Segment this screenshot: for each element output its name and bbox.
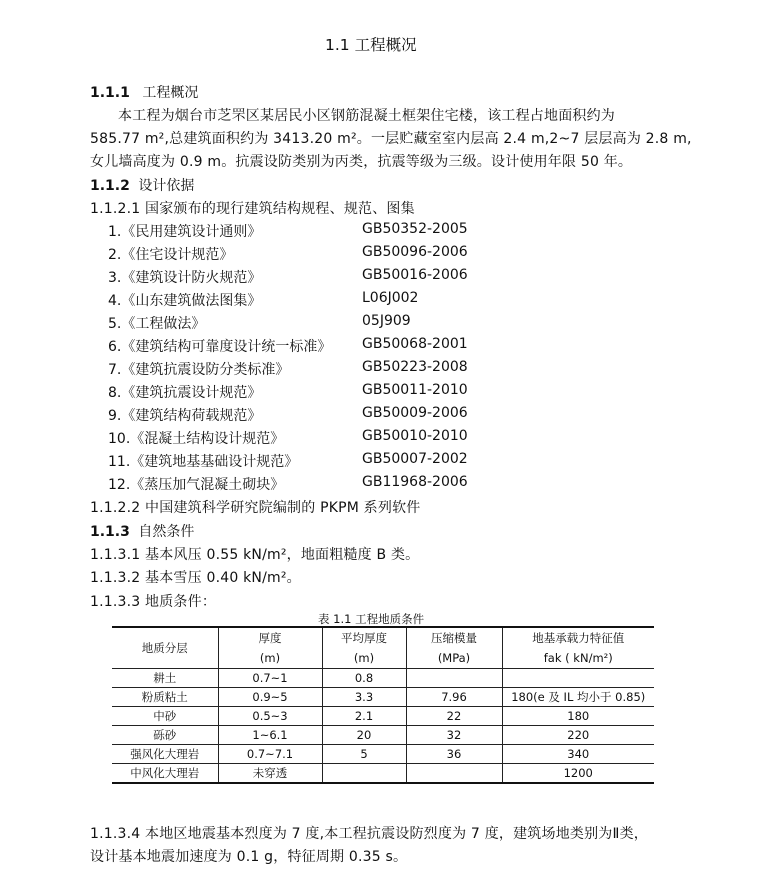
header-modulus-unit: (MPa) [406, 648, 502, 669]
header-layer: 地质分层 [112, 627, 218, 669]
cell-capacity: 220 [502, 726, 654, 745]
standard-code: GB50016-2006 [362, 267, 468, 283]
standard-name: 4.《山东建筑做法图集》 [108, 293, 262, 309]
standard-code: GB50352-2005 [362, 221, 468, 237]
section-number: 1.1.2 [90, 178, 130, 194]
section-label: 设计依据 [138, 178, 195, 194]
cell-capacity: 180 [502, 707, 654, 726]
cell-layer: 砾砂 [112, 726, 218, 745]
overview-line-2: 585.77 m²,总建筑面积约为 3413.20 m²。一层贮藏室室内层高 2.4 m,2~7 层层高为 2.8 m, [90, 131, 692, 147]
cell-thickness: 0.5~3 [218, 707, 322, 726]
subsection-1-1-2-1: 1.1.2.1 国家颁布的现行建筑结构规程、规范、图集 [90, 201, 415, 217]
standard-name: 2.《住宅设计规范》 [108, 247, 234, 263]
standard-code: GB11968-2006 [362, 474, 468, 490]
section-number: 1.1.1 [90, 85, 130, 101]
cell-capacity: 180(e 及 IL 均小于 0.85) [502, 688, 654, 707]
cell-modulus: 32 [406, 726, 502, 745]
header-modulus: 压缩模量 [406, 627, 502, 648]
table-row [112, 726, 654, 745]
standard-name: 7.《建筑抗震设防分类标准》 [108, 362, 290, 378]
cell-modulus [406, 669, 502, 688]
table-row [112, 707, 654, 726]
cell-avg: 0.8 [322, 669, 406, 688]
subsection-1-1-2-2: 1.1.2.2 中国建筑科学研究院编制的 PKPM 系列软件 [90, 500, 421, 516]
standard-code: GB50068-2001 [362, 336, 468, 352]
cell-layer: 耕土 [112, 669, 218, 688]
section-1-1-1 [90, 82, 198, 102]
standard-name: 9.《建筑结构荷载规范》 [108, 408, 262, 424]
cell-modulus: 36 [406, 745, 502, 764]
seismic-line-2: 设计基本地震加速度为 0.1 g，特征周期 0.35 s。 [90, 849, 408, 865]
wind-pressure: 1.1.3.1 基本风压 0.55 kN/m²，地面粗糙度 B 类。 [90, 547, 420, 563]
cell-avg: 2.1 [322, 707, 406, 726]
standard-name: 5.《工程做法》 [108, 316, 206, 332]
page-title: 1.1 工程概况 [325, 36, 417, 54]
cell-capacity: 340 [502, 745, 654, 764]
section-label: 工程概况 [142, 85, 199, 101]
standard-code: GB50011-2010 [362, 382, 468, 398]
cell-layer: 中风化大理岩 [112, 764, 218, 784]
standard-code: GB50007-2002 [362, 451, 468, 467]
header-thickness: 厚度 [218, 627, 322, 648]
header-avg-unit: (m) [322, 648, 406, 669]
overview-line-3: 女儿墙高度为 0.9 m。抗震设防类别为丙类，抗震等级为三级。设计使用年限 50 年。 [90, 154, 633, 170]
table-header-row [112, 627, 654, 648]
header-avg-thickness: 平均厚度 [322, 627, 406, 648]
geology-table [112, 626, 654, 784]
standard-name: 6.《建筑结构可靠度设计统一标准》 [108, 339, 332, 355]
section-number: 1.1.3 [90, 524, 130, 540]
table-row [112, 764, 654, 784]
cell-avg: 3.3 [322, 688, 406, 707]
standard-code: 05J909 [362, 313, 411, 329]
cell-modulus [406, 764, 502, 784]
snow-pressure: 1.1.3.2 基本雪压 0.40 kN/m²。 [90, 570, 301, 586]
header-capacity-unit: fak ( kN/m²) [502, 648, 654, 669]
table-row [112, 669, 654, 688]
cell-thickness: 0.9~5 [218, 688, 322, 707]
section-1-1-3 [90, 521, 194, 541]
standard-name: 3.《建筑设计防火规范》 [108, 270, 262, 286]
cell-layer: 中砂 [112, 707, 218, 726]
standard-name: 11.《建筑地基基础设计规范》 [108, 454, 299, 470]
cell-avg: 20 [322, 726, 406, 745]
cell-avg [322, 764, 406, 784]
cell-capacity: 1200 [502, 764, 654, 784]
standard-code: GB50009-2006 [362, 405, 468, 421]
standard-code: GB50096-2006 [362, 244, 468, 260]
cell-capacity [502, 669, 654, 688]
cell-thickness: 0.7~7.1 [218, 745, 322, 764]
cell-modulus: 7.96 [406, 688, 502, 707]
table-row [112, 688, 654, 707]
cell-layer: 粉质粘土 [112, 688, 218, 707]
standard-code: GB50010-2010 [362, 428, 468, 444]
overview-line-1: 本工程为烟台市芝罘区某居民小区钢筋混凝土框架住宅楼，该工程占地面积约为 [118, 108, 615, 124]
standard-code: L06J002 [362, 290, 419, 306]
section-1-1-2 [90, 175, 194, 195]
header-capacity: 地基承载力特征值 [502, 627, 654, 648]
standard-code: GB50223-2008 [362, 359, 468, 375]
header-thickness-unit: (m) [218, 648, 322, 669]
table-row [112, 745, 654, 764]
standard-name: 10.《混凝土结构设计规范》 [108, 431, 285, 447]
table-caption: 表 1.1 工程地质条件 [318, 612, 425, 626]
cell-thickness: 未穿透 [218, 764, 322, 784]
geology-heading: 1.1.3.3 地质条件： [90, 594, 217, 610]
standard-name: 12.《蒸压加气混凝土砌块》 [108, 477, 285, 493]
cell-avg: 5 [322, 745, 406, 764]
standard-name: 8.《建筑抗震设计规范》 [108, 385, 262, 401]
standard-name: 1.《民用建筑设计通则》 [108, 224, 262, 240]
cell-thickness: 1~6.1 [218, 726, 322, 745]
cell-layer: 强风化大理岩 [112, 745, 218, 764]
section-label: 自然条件 [138, 524, 195, 540]
cell-thickness: 0.7~1 [218, 669, 322, 688]
cell-modulus: 22 [406, 707, 502, 726]
seismic-line-1: 1.1.3.4 本地区地震基本烈度为 7 度,本工程抗震设防烈度为 7 度，建筑场地类别为Ⅱ类， [90, 826, 648, 842]
